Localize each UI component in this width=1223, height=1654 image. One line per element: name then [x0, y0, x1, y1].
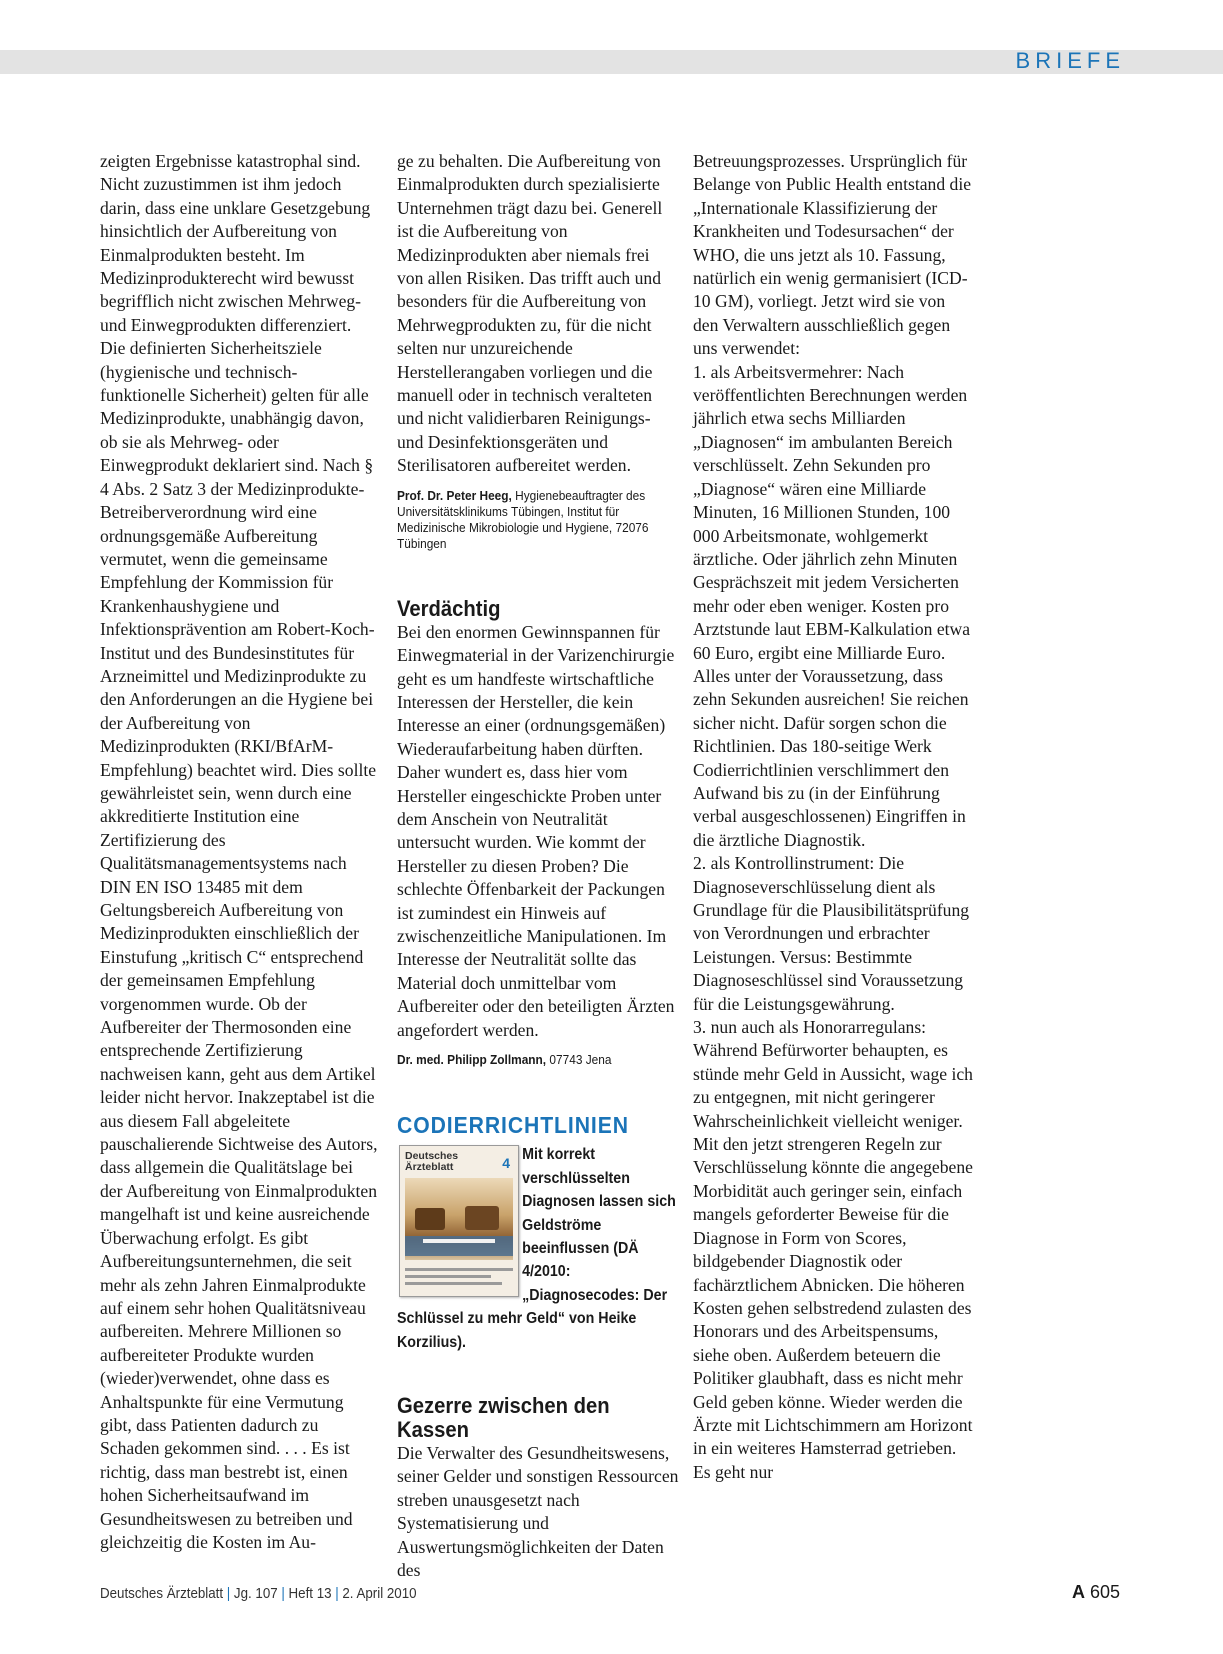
topic-catchword: CODIERRICHTLINIEN — [397, 1112, 629, 1138]
letter-heading-verdaechtig: Verdächtig — [397, 595, 501, 621]
letter-heeg-signature — [397, 488, 678, 552]
column-2 — [397, 150, 679, 1583]
reference-teaser: Mit korrekt verschlüsselten Diagnosen lassen sich Geldströme beeinflussen (DÄ 4/2010: „Diagnosecodes: Der Schlüssel zu mehr Geld“ von Heike Korzilius). — [397, 1146, 676, 1351]
letter-heading-gezerre: Gezerre zwischen den Kassen — [397, 1393, 610, 1443]
footer-journal: Deutsches Ärzteblatt — [100, 1586, 224, 1602]
footer-issue: Heft 13 — [288, 1586, 332, 1602]
footer-volume: Jg. 107 — [233, 1586, 278, 1602]
page-prefix: A — [1071, 1582, 1085, 1602]
cover-issue-number: 4 — [502, 1155, 510, 1172]
cover-title: Deutsches Ärzteblatt — [405, 1150, 459, 1174]
letter-gezerre-text: Die Verwalter des Gesundheitswesens, seiner Gelder und sonstigen Ressourcen streben unausgesetzt nach Systematisierung und Auswertungsmöglichkeiten der Daten des — [397, 1443, 679, 1581]
letter-zollmann-signature — [397, 1052, 678, 1068]
letter-text-continued: zeigten Ergebnisse katastrophal sind. Nicht zuzustimmen ist ihm jedoch darin, dass eine unklare Gesetzgebung hinsichtlich der Aufbereitung von Einmalprodukten besteht. Im Medizinprodukterecht wird bewusst begrifflich nicht zwischen Mehrweg- und Einwegprodukten differenziert. Die definierten Sicherheitsziele (hygienische und technisch-funktionelle Sicherheit) gelten für alle Medizinprodukte, unabhängig davon, ob sie als Mehrweg- oder Einwegprodukt deklariert sind. Nach § 4 Abs. 2 Satz 3 der Medizinprodukte-Betreiberverordnung wird eine ordnungsgemäße Aufbereitung vermutet, wenn die gemeinsame Empfehlung der Kommission für Krankenhaushygiene und Infektionsprävention am Robert-Koch-Institut und des Bundesinstitutes für Arzneimittel und Medizinprodukte zu den Anforderungen an die Hygiene bei der Aufbereitung von Medizinprodukten (RKI/BfArM-Empfehlung) beachtet wird. Dies sollte gewährleistet sein, wenn durch eine akkreditierte Institution eine Zertifizierung des Qualitätsmanagementsystems nach DIN EN ISO 13485 mit dem Geltungsbereich Aufbereitung von Medizinprodukten einschließlich der Einstufung „kritisch C“ entsprechend der gemeinsamen Empfehlung vorgenommen wurde. Ob der Aufbereiter der Thermosonden eine entsprechende Zertifizierung nachweisen kann, geht aus dem Artikel leider nicht hervor. Inakzeptabel ist die aus diesem Fall abgeleitete pauschalierende Sichtweise des Autors, dass allgemein die Qualitätslage bei der Aufbereitung von Einmalprodukten mangelhaft ist und keine ausreichende Überwachung erfolgt. Es gibt Aufbereitungsunternehmen, die seit mehr als zehn Jahren Einmalprodukte auf einem sehr hohen Qualitätsniveau aufbereiten. Mehrere Millionen so aufbereiteter Produkte wurden (wieder)verwendet, ohne dass es Anhaltspunkte für eine Vermutung gibt, dass Patienten dadurch zu Schaden gekommen sind. . . . Es ist richtig, dass man bestrebt ist, einen hohen Sicherheitsaufwand im Gesundheitswesen zu betreiben und gleichzeitig die Kosten im Au- — [100, 151, 378, 1552]
author-name: Prof. Dr. Peter Heeg, — [397, 488, 512, 503]
author-name: Dr. med. Philipp Zollmann, — [397, 1053, 547, 1067]
author-affiliation: Hygienebeauftragter des Universitätsklinikums Tübingen, Institut für Medizinische Mikrobiologie und Hygiene, 72076 Tübingen — [397, 488, 649, 551]
column-1 — [100, 150, 378, 1554]
section-label: BRIEFE — [1015, 48, 1125, 73]
footer-separator: | — [281, 1586, 285, 1602]
page-number — [1072, 1582, 1120, 1603]
page-number-value: 605 — [1089, 1582, 1120, 1602]
page-footer — [100, 1586, 417, 1602]
letter-gezerre-text-continued: Betreuungsprozesses. Ursprünglich für Belange von Public Health entstand die „Internationale Klassifizierung der Krankheiten und Todesursachen“ der WHO, die uns jetzt als 10. Fassung, natürlich ein wenig germanisiert (ICD-10 GM), vorliegt. Jetzt wird sie von den Verwaltern ausschließlich gegen uns verwendet: 1. als Arbeitsvermehrer: Nach veröffentlichten Berechnungen werden jährlich etwa sechs Milliarden „Diagnosen“ im ambulanten Bereich verschlüsselt. Zehn Sekunden pro „Diagnose“ wären eine Milliarde Minuten, 16 Millionen Stunden, 100 000 Arbeitsmonate, wohlgemerkt ärztliche. Oder jährlich zehn Minuten Gesprächszeit mit jedem Versicherten mehr oder eben weniger. Kosten pro Arztstunde laut EBM-Kalkulation etwa 60 Euro, ergibt eine Milliarde Euro. Alles unter der Voraussetzung, dass zehn Sekunden ausreichen! Sie reichen sicher nicht. Dafür sorgen schon die Richtlinien. Das 180-seitige Werk Codierrichtlinien verschlimmert den Aufwand bis zu (in der Einführung verbal ausgeschlossenen) Eingriffen in die ärztliche Diagnostik. 2. als Kontrollinstrument: Die Diagnoseverschlüsselung dient als Grundlage für die Plausibilitätsprüfung von Verordnungen und erbrachter Leistungen. Versus: Bestimmte Diagnoseschlüssel sind Voraussetzung für die Leistungsgewährung. 3. nun auch als Honorarregulans: Während Befürworter behaupten, es stünde mehr Geld in Aussicht, wage ich zu entgegnen, mit nicht geringerer Wahrscheinlichkeit vielleicht weniger. Mit den jetzt strengeren Regeln zur Verschlüsselung könnte die angegebene Morbidität auch geringer sein, einfach mangels geforderter Beweise für die Diagnose in Form von Scores, bildgebender Diagnostik oder fachärztlichem Abnicken. Die höheren Kosten gehen selbstredend zulasten des Honorars und des Arbeitspensums, siehe oben. Außerdem beteuern die Politiker glaubhaft, dass es nicht mehr Geld geben könne. Wieder werden die Ärzte mit Lichtschimmern am Horizont in ein weiteres Hamsterrad getrieben. Es geht nur — [693, 151, 973, 1482]
footer-separator: | — [226, 1586, 231, 1602]
letter-heeg-text: ge zu behalten. Die Aufbereitung von Einmalprodukten durch spezialisierte Unternehmen trägt dazu bei. Generell ist die Aufbereitung von Medizinprodukten aber niemals frei von allen Risiken. Das trifft auch und besonders für die Aufbereitung von Mehrwegprodukten zu, für die nicht selten nur unzureichende Herstellerangaben vorliegen und die manuell oder in technisch veralteten und nicht validierbaren Reinigungs- und Desinfektionsgeräten und Sterilisatoren aufbereitet werden. — [397, 151, 663, 476]
column-3 — [693, 150, 973, 1484]
footer-date: 2. April 2010 — [342, 1586, 417, 1602]
footer-separator: | — [335, 1586, 339, 1602]
letter-zollmann-text: Bei den enormen Gewinnspannen für Einwegmaterial in der Varizenchirurgie geht es um handfeste wirtschaftliche Interessen der Hersteller, die kein Interesse an einer (ordnungsgemäßen) Wiederaufarbeitung haben dürften. Daher wundert es, dass hier vom Hersteller eingeschickte Proben unter dem Anschein von Neutralität untersucht wurden. Wie kommt der Hersteller zu diesen Proben? Die schlechte Öffenbarkeit der Packungen ist zumindest ein Hinweis auf zwischenzeitliche Manipulationen. Im Interesse der Neutralität sollte das Material doch unmittelbar vom Aufbereiter oder den beteiligten Ärzten angefordert werden. — [397, 621, 675, 1040]
author-affiliation: 07743 Jena — [546, 1053, 612, 1067]
